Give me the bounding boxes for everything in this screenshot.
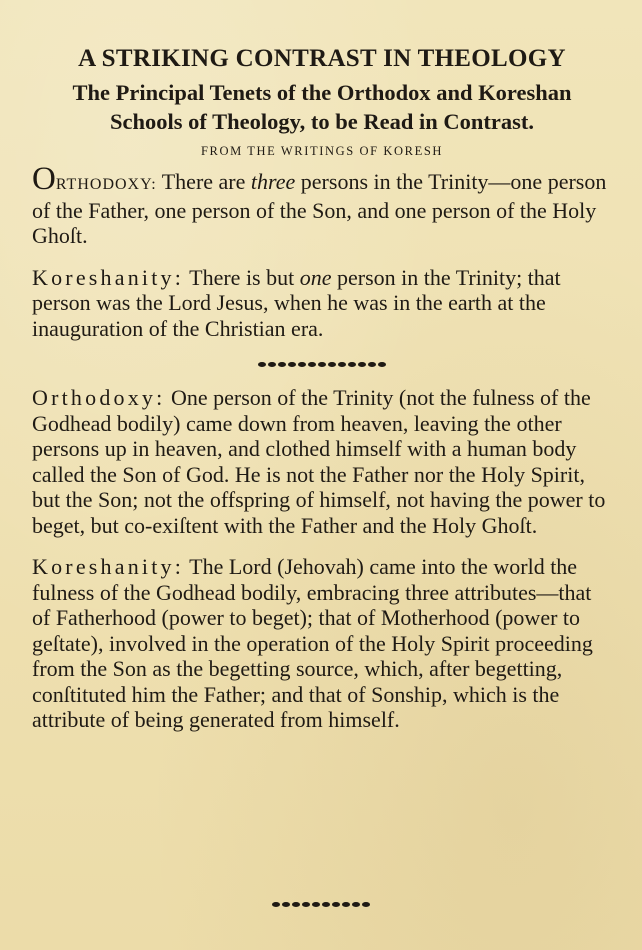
orthodoxy-heading: Orthodoxy:	[32, 385, 166, 410]
divider-ornament	[258, 362, 386, 367]
paragraph-text: person in the Trinity; that person was the Lord Jesus, when he was in the earth at the inauguration of the Christian era.	[32, 264, 561, 341]
orthodoxy-heading: RTHODOXY:	[55, 176, 157, 193]
paragraph-text: persons in the Trinity—one person of the Father, one person of the Son, and one person of the Holy Ghoſt.	[32, 169, 607, 248]
divider-ornament	[272, 902, 370, 907]
paragraph-text: There are	[156, 169, 251, 194]
emphasis-text: one	[299, 264, 332, 290]
dropcap-letter: O	[32, 161, 56, 197]
paragraph-text: The Lord (Jehovah) came into the world the fulness of the Godhead bodily, embracing three attributes—that of Fatherhood (power to beget); that of Motherhood (power to geſtate), involved in the operation of the Holy Spirit proceeding from the Son as the begetting source, which, after begetting, conſtituted him the Father; and that of Sonship, which is the attribute of being generated from himself.	[32, 554, 593, 732]
koreshanity-heading: Koreshanity:	[32, 264, 185, 290]
paragraph-text: One person of the Trinity (not the fulness of the Godhead bodily) came down from heaven, leaving the other persons up in heaven, and clothed himself with a human body called the Son of God. He is not the Father nor the Holy Spirit, but the Son; not the offspring of himself, not having the power to beget, but co-exiſtent with the Father and the Holy Ghoſt.	[32, 385, 606, 538]
page-subtitle: The Principal Tenets of the Orthodox and Koreshan Schools of Theology, to be Read in Contrast.	[72, 80, 572, 134]
koreshanity-paragraph-1	[32, 265, 612, 342]
source-attribution: FROM THE WRITINGS OF KORESH	[200, 144, 444, 158]
bottom-divider	[0, 902, 642, 907]
orthodoxy-paragraph-1	[32, 161, 612, 249]
page-title: A STRIKING CONTRAST IN THEOLOGY	[78, 45, 566, 72]
orthodoxy-paragraph-2	[32, 385, 612, 538]
emphasis-text: three	[250, 169, 296, 194]
koreshanity-paragraph-2	[32, 554, 612, 733]
paragraph-text: There is but	[184, 264, 300, 290]
section-divider	[32, 357, 612, 371]
koreshanity-heading: Koreshanity:	[32, 554, 185, 579]
